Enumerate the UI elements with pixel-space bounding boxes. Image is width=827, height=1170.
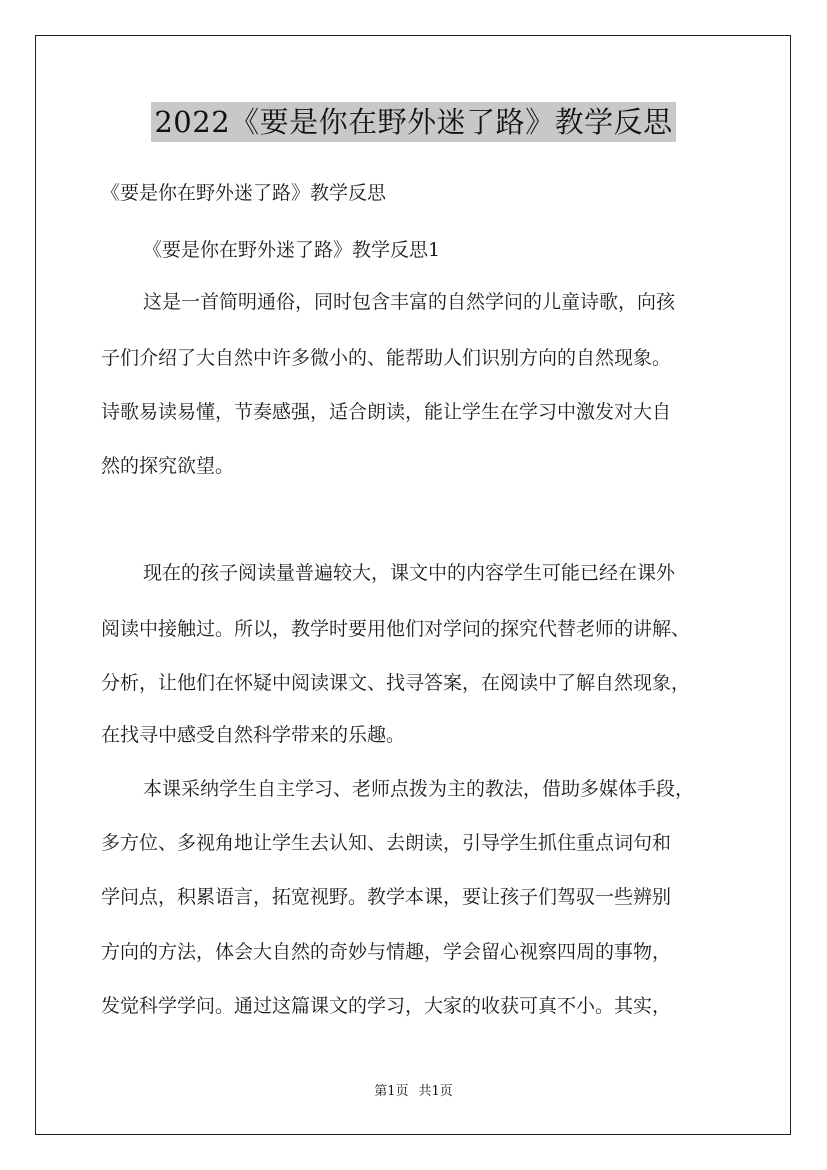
section-heading: 《要是你在野外迷了路》教学反思1 [143, 239, 441, 261]
paragraph-line: 阅读中接触过。所以，教学时要用他们对学问的探究代替老师的讲解、 [101, 618, 691, 640]
document-subtitle: 《要是你在野外迷了路》教学反思 [101, 182, 387, 204]
document-title: 2022《要是你在野外迷了路》教学反思 [151, 102, 675, 142]
paragraph-line: 子们介绍了大自然中许多微小的、能帮助人们识别方向的自然现象。 [101, 347, 672, 369]
title-container [0, 102, 827, 142]
paragraph-line: 然的探究欲望。 [101, 455, 235, 477]
paragraph-line: 本课采纳学生自主学习、老师点拨为主的教法，借助多媒体手段， [143, 778, 695, 800]
paragraph-line: 学问点，积累语言，拓宽视野。教学本课，要让孩子们驾驭一些辨别 [101, 886, 672, 908]
page-total: 共1页 [418, 1084, 453, 1099]
paragraph-line: 现在的孩子阅读量普遍较大，课文中的内容学生可能已经在课外 [143, 562, 676, 584]
page-footer [0, 1083, 827, 1101]
paragraph-line: 多方位、多视角地让学生去认知、去朗读，引导学生抓住重点词句和 [101, 832, 672, 854]
paragraph-line: 分析，让他们在怀疑中阅读课文、找寻答案，在阅读中了解自然现象， [101, 672, 691, 694]
paragraph-line: 方向的方法，体会大自然的奇妙与情趣，学会留心视察四周的事物， [101, 941, 672, 963]
paragraph-line: 诗歌易读易懂，节奏感强，适合朗读，能让学生在学习中激发对大自 [101, 401, 672, 423]
paragraph-line: 发觉科学学问。通过这篇课文的学习，大家的收获可真不小。其实， [101, 995, 672, 1017]
page-number: 第1页 [374, 1084, 409, 1099]
paragraph-line: 在找寻中感受自然科学带来的乐趣。 [101, 724, 406, 746]
paragraph-line: 这是一首简明通俗，同时包含丰富的自然学问的儿童诗歌，向孩 [143, 291, 676, 313]
